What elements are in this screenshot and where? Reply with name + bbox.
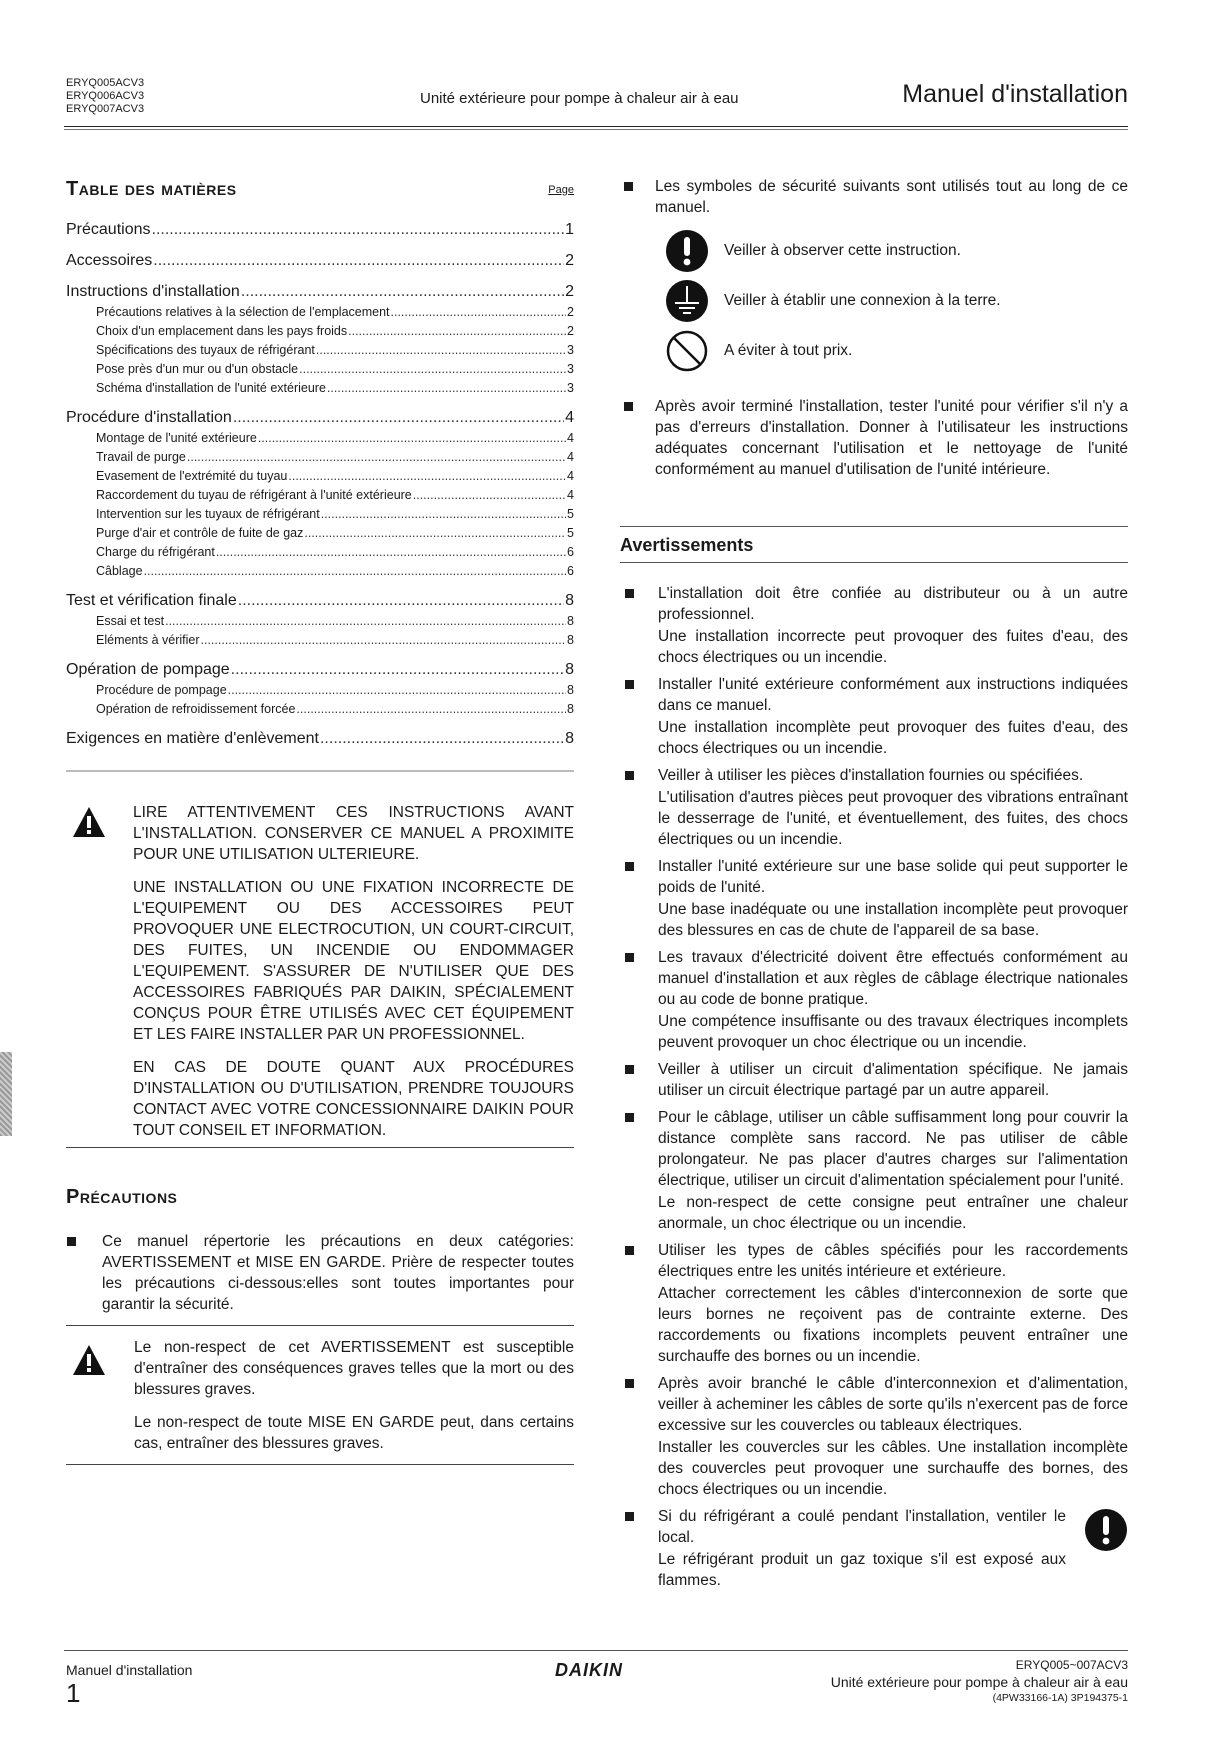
toc-entry-label: Intervention sur les tuyaux de réfrigérant <box>96 507 320 521</box>
header-model: ERYQ006ACV3 <box>66 90 145 102</box>
warning-item-consequence: Installer les couvercles sur les câbles. Une installation incomplète des couvercles peut provoquer une surchauffe des bornes, des chocs électriques ou un incendie. <box>658 1439 1128 1498</box>
toc-subentry <box>66 612 574 631</box>
toc-entry-label: Câblage <box>96 564 143 578</box>
toc-entry <box>66 219 574 241</box>
toc-entry-page: 6 <box>567 564 574 578</box>
ground-connection-icon <box>665 279 709 323</box>
install-warning-block <box>66 802 574 1141</box>
bullet-icon <box>624 402 633 411</box>
toc-entry-label: Opération de pompage <box>66 661 230 678</box>
warning-item-consequence: Le réfrigérant produit un gaz toxique s'il est exposé aux flammes. <box>658 1551 1066 1589</box>
right-column <box>620 176 1128 1597</box>
toc-leader-dots <box>316 341 566 360</box>
bullet-icon <box>625 1246 634 1255</box>
toc-entry-page: 5 <box>567 526 574 540</box>
warning-item-consequence: Une base inadéquate ou une installation incomplète peut provoquer des blessures en cas de chute de l'appareil de sa base. <box>658 901 1128 939</box>
warning-list-item <box>620 856 1128 941</box>
toc-leader-dots <box>165 612 566 631</box>
symbol-observe-text: Veiller à observer cette instruction. <box>724 242 961 259</box>
header-model: ERYQ007ACV3 <box>66 103 145 115</box>
symbol-legend <box>620 226 1128 376</box>
bullet-icon <box>625 589 634 598</box>
toc-leader-dots <box>201 631 567 650</box>
footer-code: (4PW33166-1A) 3P194375-1 <box>992 1692 1128 1704</box>
precautions-intro-text: Ce manuel répertorie les précautions en deux catégories: AVERTISSEMENT et MISE EN GARDE. Prière de respecter toutes les précautions ci-dessous:elles sont toutes importantes pour garantir la sécurité. <box>102 1233 574 1313</box>
bullet-icon <box>624 182 633 191</box>
toc-subentry <box>66 700 574 719</box>
footer-brand-logo: DAIKIN <box>555 1660 623 1680</box>
toc-leader-dots <box>391 303 567 322</box>
toc-entry-label: Exigences en matière d'enlèvement <box>66 730 319 747</box>
footer-model: ERYQ005~007ACV3 <box>1015 1658 1128 1672</box>
toc-leader-dots <box>238 590 564 612</box>
toc-entry-page: 8 <box>565 661 574 678</box>
toc-subentry <box>66 681 574 700</box>
toc-entry-label: Accessoires <box>66 252 153 269</box>
toc-leader-dots <box>321 505 566 524</box>
warning-item-text: Veiller à utiliser les pièces d'installation fournies ou spécifiées. <box>658 767 1084 784</box>
toc-entry-label: Précautions <box>66 221 151 238</box>
header-models <box>66 77 144 116</box>
toc-entry-page: 8 <box>565 730 574 747</box>
toc-entry <box>66 250 574 272</box>
toc-entry-page: 3 <box>567 362 574 376</box>
divider <box>66 770 574 772</box>
precautions-intro <box>66 1231 574 1315</box>
toc-leader-dots <box>348 322 566 341</box>
toc-entry-label: Schéma d'installation de l'unité extérieure <box>96 381 326 395</box>
toc-entry-page: 4 <box>567 488 574 502</box>
toc-entry-page: 2 <box>567 305 574 319</box>
toc-title: Table des matières <box>66 178 237 200</box>
toc-entry <box>66 659 574 681</box>
bullet-icon <box>625 953 634 962</box>
toc-subentry <box>66 524 574 543</box>
toc-subentry <box>66 303 574 322</box>
toc-page-label: Page <box>548 184 574 196</box>
avertissements-header <box>620 526 1128 563</box>
warning-triangle-icon <box>72 806 106 838</box>
toc-entry-label: Charge du réfrigérant <box>96 545 215 559</box>
left-column <box>66 178 574 1465</box>
warning-list-item <box>620 674 1128 759</box>
toc-entry-page: 2 <box>565 283 574 300</box>
bullet-icon <box>67 1237 76 1246</box>
exclamation-circle-icon <box>1084 1508 1128 1552</box>
toc-entry-label: Purge d'air et contrôle de fuite de gaz <box>96 526 304 540</box>
toc-leader-dots <box>296 700 566 719</box>
toc-leader-dots <box>233 407 564 429</box>
toc-leader-dots <box>413 486 566 505</box>
toc-entry-page: 8 <box>567 614 574 628</box>
warning-list-item <box>620 583 1128 668</box>
toc-entry-page: 2 <box>567 324 574 338</box>
bullet-icon <box>625 1512 634 1521</box>
caution-box <box>66 1325 574 1465</box>
toc-entry-label: Essai et test <box>96 614 165 628</box>
toc-entry-page: 1 <box>565 221 574 238</box>
toc-entry-label: Pose près d'un mur ou d'un obstacle <box>96 362 299 376</box>
symbol-avoid-text: A éviter à tout prix. <box>724 342 853 359</box>
toc-subentry <box>66 429 574 448</box>
warning-paragraph: UNE INSTALLATION OU UNE FIXATION INCORRECTE DE L'EQUIPEMENT OU DES ACCESSOIRES PEUT PROVOQUER UNE ELECTROCUTION, UN COURT-CIRCUIT, DES FUITES, UN INCENDIE OU ENDOMMAGER L'EQUIPEMENT. S'ASSURER DE N'UTILISER QUE DES ACCESSOIRES FABRIQUÉS PAR DAIKIN, SPÉCIALEMENT CONÇUS POUR ÊTRE UTILISÉS AVEC CET ÉQUIPEMENT ET LES FAIRE INSTALLER PAR UN PROFESSIONNEL. <box>133 879 574 1043</box>
toc-entry-page: 8 <box>567 633 574 647</box>
toc-subentry <box>66 467 574 486</box>
toc-entry <box>66 407 574 429</box>
warning-item-text: Installer l'unité extérieure sur une base solide qui peut supporter le poids de l'unité. <box>658 858 1128 896</box>
toc-leader-dots <box>153 250 564 272</box>
toc-leader-dots <box>299 360 566 379</box>
warning-list-item <box>620 947 1128 1053</box>
footer-divider <box>64 1650 1128 1651</box>
warning-item-text: Pour le câblage, utiliser un câble suffisamment long pour couvrir la distance complète sans raccord. Ne pas utiliser de câble prolongateur. Ne pas placer d'autres charges sur l'alimentation électrique, utiliser un circuit d'alimentation spécialement pour l'unité. <box>658 1109 1128 1189</box>
toc-leader-dots <box>288 467 566 486</box>
toc-subentry <box>66 505 574 524</box>
toc-leader-dots <box>327 379 566 398</box>
warning-item-consequence: Attacher correctement les câbles d'interconnexion de sorte que leurs bornes ne reçoivent pas de contrainte externe. Des raccordements ou fixations incomplets peuvent entraîner une surchauffe des bornes ou un incendie. <box>658 1285 1128 1365</box>
footer-right-block <box>831 1658 1128 1704</box>
toc-subentry <box>66 322 574 341</box>
toc-subentry <box>66 631 574 650</box>
section-tab-marker <box>0 1052 12 1136</box>
footer-subtitle: Unité extérieure pour pompe à chaleur air à eau <box>830 1674 1128 1690</box>
symbol-row-observe <box>620 226 1128 276</box>
bullet-icon <box>625 680 634 689</box>
toc-leader-dots <box>258 429 566 448</box>
toc-entry <box>66 281 574 303</box>
symbol-row-ground <box>620 276 1128 326</box>
toc-leader-dots <box>216 543 566 562</box>
warning-list-item <box>620 1059 1128 1101</box>
warning-item-consequence: Le non-respect de cette consigne peut entraîner une chaleur anormale, un choc électrique ou un incendie. <box>658 1194 1128 1232</box>
symbol-ground-text: Veiller à établir une connexion à la terre. <box>724 292 1001 309</box>
toc-entry-page: 8 <box>567 702 574 716</box>
toc-leader-dots <box>144 562 566 581</box>
toc-subentry <box>66 379 574 398</box>
toc-entry-page: 2 <box>565 252 574 269</box>
toc-entry-page: 8 <box>567 683 574 697</box>
prohibited-icon <box>665 329 709 373</box>
warning-triangle-icon <box>72 1344 106 1376</box>
bullet-icon <box>625 1113 634 1122</box>
toc-entry-label: Procédure d'installation <box>66 409 232 426</box>
toc-subentry <box>66 448 574 467</box>
warning-item-text: L'installation doit être confiée au distributeur ou à un autre professionnel. <box>658 585 1128 623</box>
header-divider <box>64 126 1128 127</box>
toc-header <box>66 178 574 201</box>
warning-list-item <box>620 1107 1128 1234</box>
toc-entry-label: Test et vérification finale <box>66 592 237 609</box>
warning-list-item <box>620 1373 1128 1500</box>
precautions-title: Précautions <box>66 1186 178 1208</box>
toc-entry-label: Evasement de l'extrémité du tuyau <box>96 469 288 483</box>
warning-item-text: Utiliser les types de câbles spécifiés pour les raccordements électriques entre les unités intérieure et extérieure. <box>658 1242 1128 1280</box>
toc-entry-label: Travail de purge <box>96 450 186 464</box>
after-install-text: Après avoir terminé l'installation, tester l'unité pour vérifier s'il n'y a pas d'erreurs d'installation. Donner à l'utilisateur les instructions adéquates concernant l'utilisation et le nettoyage de l'unité conformément au manuel d'utilisation de l'unité intérieure. <box>655 398 1128 478</box>
toc-leader-dots <box>304 524 566 543</box>
toc-entry-label: Montage de l'unité extérieure <box>96 431 257 445</box>
symbol-row-avoid <box>620 326 1128 376</box>
after-install-note <box>620 396 1128 480</box>
toc-entry-label: Raccordement du tuyau de réfrigérant à l'unité extérieure <box>96 488 412 502</box>
toc-entry-label: Spécifications des tuyaux de réfrigérant <box>96 343 315 357</box>
toc-entry-page: 8 <box>565 592 574 609</box>
toc-subentry <box>66 341 574 360</box>
caution-paragraph: Le non-respect de toute MISE EN GARDE peut, dans certains cas, entraîner des blessures graves. <box>134 1414 574 1452</box>
bullet-icon <box>625 862 634 871</box>
warning-item-text: Après avoir branché le câble d'interconnexion et d'alimentation, veiller à acheminer les câbles de sorte qu'ils n'exercent pas de force excessive sur les couvercles ou tableaux électriques. <box>658 1375 1128 1434</box>
toc-entry-page: 4 <box>565 409 574 426</box>
toc-entry-page: 3 <box>567 381 574 395</box>
warning-item-consequence: Une compétence insuffisante ou des travaux électriques incomplets peuvent provoquer un choc électrique ou un incendie. <box>658 1013 1128 1051</box>
bullet-icon <box>625 1065 634 1074</box>
toc-subentry <box>66 543 574 562</box>
avertissements-list <box>620 583 1128 1591</box>
toc-leader-dots <box>228 681 566 700</box>
toc-entry <box>66 590 574 612</box>
warning-item-text: Veiller à utiliser un circuit d'alimentation spécifique. Ne jamais utiliser un circuit électrique partagé par un autre appareil. <box>658 1061 1128 1099</box>
warning-item-text: Les travaux d'électricité doivent être effectués conformément au manuel d'installation et aux règles de câblage électrique nationales ou au code de bonne pratique. <box>658 949 1128 1008</box>
warning-paragraph: EN CAS DE DOUTE QUANT AUX PROCÉDURES D'INSTALLATION OU D'UTILISATION, PRENDRE TOUJOURS CONTACT AVEC VOTRE CONCESSIONNAIRE DAIKIN POUR TOUT CONSEIL ET INFORMATION. <box>133 1059 574 1139</box>
header-subtitle: Unité extérieure pour pompe à chaleur air à eau <box>420 90 739 107</box>
exclamation-circle-icon <box>665 229 709 273</box>
symbols-intro <box>620 176 1128 218</box>
toc-entry-page: 3 <box>567 343 574 357</box>
toc-leader-dots <box>320 728 564 750</box>
toc-leader-dots <box>187 448 566 467</box>
toc-leader-dots <box>241 281 564 303</box>
warning-item-consequence: Une installation incorrecte peut provoquer des fuites d'eau, des chocs électriques ou un incendie. <box>658 628 1128 666</box>
warning-item-text: Installer l'unité extérieure conformément aux instructions indiquées dans ce manuel. <box>658 676 1128 714</box>
toc-entry-page: 5 <box>567 507 574 521</box>
toc-entry-page: 4 <box>567 450 574 464</box>
warning-list-item <box>620 1240 1128 1367</box>
toc-entry-label: Opération de refroidissement forcée <box>96 702 296 716</box>
header-divider <box>64 129 1128 130</box>
toc-entry-page: 4 <box>567 431 574 445</box>
toc-entry-label: Choix d'un emplacement dans les pays froids <box>96 324 348 338</box>
toc-entry-label: Précautions relatives à la sélection de l'emplacement <box>96 305 390 319</box>
warning-item-consequence: L'utilisation d'autres pièces peut provoquer des vibrations entraînant le desserrage de l'unité, et éventuellement, des fuites, des chocs électriques ou un incendie. <box>658 789 1128 848</box>
divider <box>66 1147 574 1148</box>
toc-entry-page: 4 <box>567 469 574 483</box>
footer-doc-label: Manuel d'installation <box>66 1662 193 1678</box>
toc-entry-label: Procédure de pompage <box>96 683 227 697</box>
toc-subentry <box>66 360 574 379</box>
toc-entry-page: 6 <box>567 545 574 559</box>
caution-paragraph: Le non-respect de cet AVERTISSEMENT est susceptible d'entraîner des conséquences graves telles que la mort ou des blessures graves. <box>134 1339 574 1398</box>
toc-entry <box>66 728 574 750</box>
footer-page-number: 1 <box>66 1678 81 1708</box>
toc-leader-dots <box>152 219 565 241</box>
table-of-contents <box>66 219 574 750</box>
header-model: ERYQ005ACV3 <box>66 77 145 89</box>
toc-entry-label: Instructions d'installation <box>66 283 240 300</box>
toc-entry-label: Eléments à vérifier <box>96 633 200 647</box>
toc-subentry <box>66 486 574 505</box>
warning-item-text: Si du réfrigérant a coulé pendant l'installation, ventiler le local. <box>658 1508 1066 1546</box>
warning-item-consequence: Une installation incomplète peut provoquer des fuites d'eau, des chocs électriques ou un incendie. <box>658 719 1128 757</box>
warning-paragraph: LIRE ATTENTIVEMENT CES INSTRUCTIONS AVANT L'INSTALLATION. CONSERVER CE MANUEL A PROXIMITE POUR UNE UTILISATION ULTERIEURE. <box>133 804 574 863</box>
toc-leader-dots <box>231 659 564 681</box>
header-title: Manuel d'installation <box>902 80 1128 108</box>
symbols-intro-text: Les symboles de sécurité suivants sont utilisés tout au long de ce manuel. <box>655 178 1128 216</box>
warning-list-item <box>620 1506 1128 1591</box>
bullet-icon <box>625 771 634 780</box>
bullet-icon <box>625 1379 634 1388</box>
toc-subentry <box>66 562 574 581</box>
warning-list-item <box>620 765 1128 850</box>
avertissements-title: Avertissements <box>620 535 754 555</box>
